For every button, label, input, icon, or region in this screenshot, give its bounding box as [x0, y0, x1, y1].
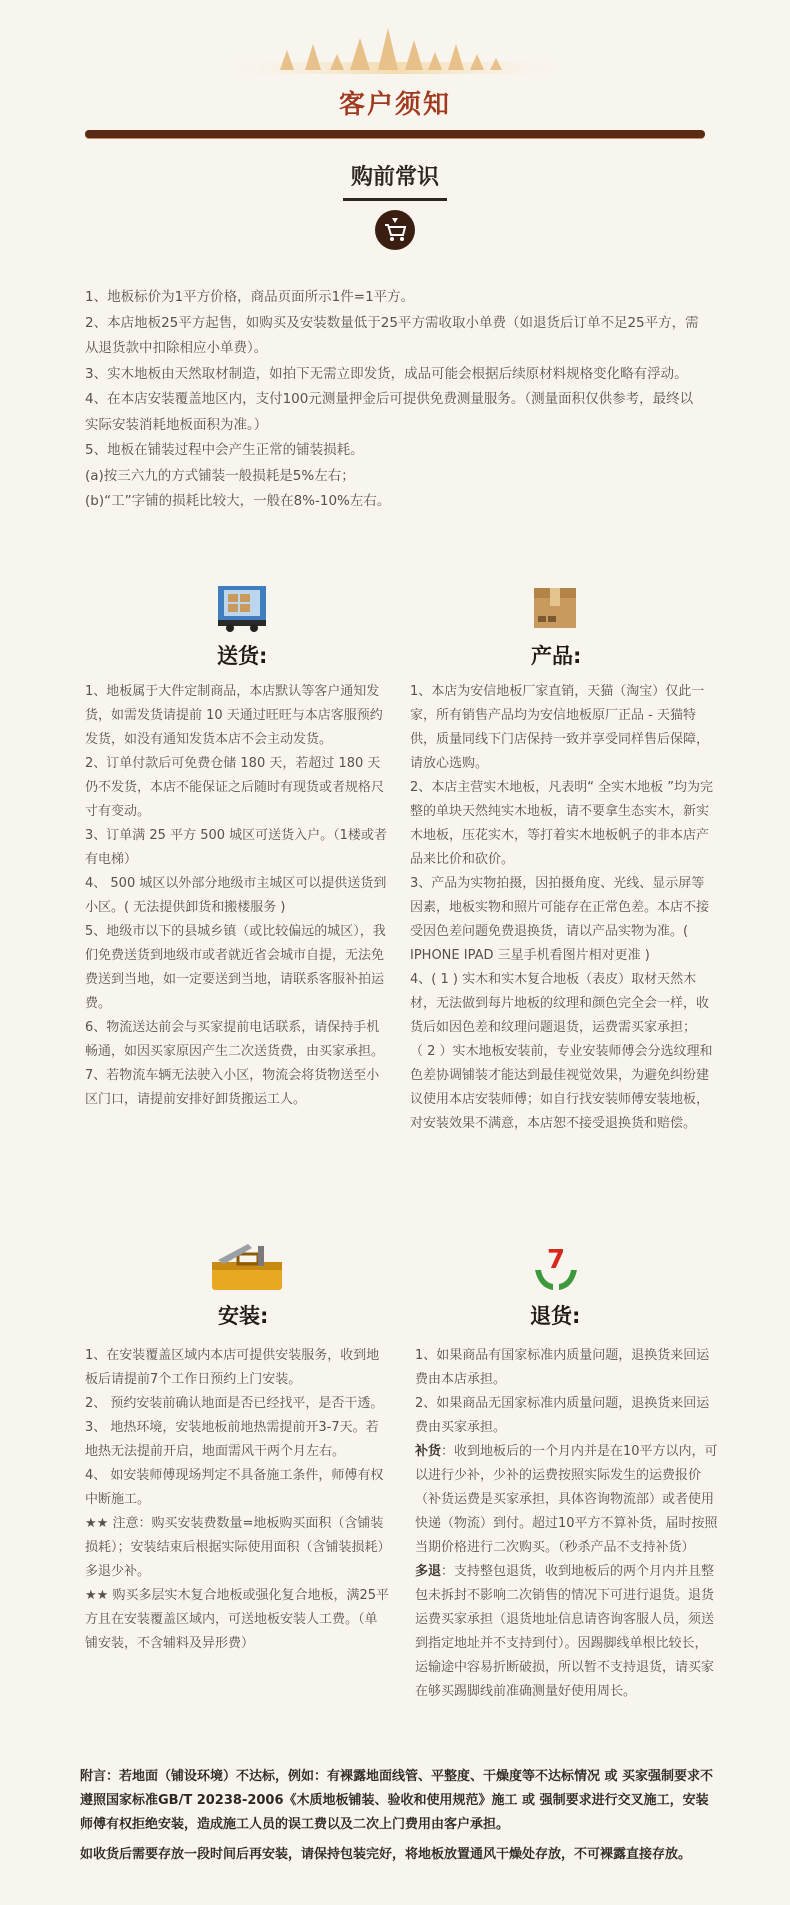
product-line: 4、( 1 ) 实木和实木复合地板（表皮）取材天然木材，无法做到每片地板的纹理和颜色完全会一样，收货后如因色差和纹理问题退货，运费需买家承担； — [410, 972, 710, 1035]
install-line: 1、在安装覆盖区域内本店可提供安装服务，收到地板后请提前7个工作日预约上门安装。 — [85, 1348, 380, 1387]
supplement-text: ：收到地板后的一个月内并是在10平方以内，可以进行少补，少补的运费按照实际发生的运费报价（补货运费是买家承担，具体咨询物流部）或者使用快递（物流）到付。超过10平方不算补货，届时按照当期价格进行二次购买。（秒杀产品不支持补货） — [415, 1444, 718, 1555]
shipping-title — [217, 640, 267, 670]
product-line: 3、产品为实物拍摄，因拍摄角度、光线、显示屏等因素，地板实物和照片可能存在正常色差。本店不接受因色差问题免费退换货，请以产品实物为准。( IPHONE IPAD 三星手机看图片相对更准 ) — [410, 876, 710, 963]
install-title-text: 安装 — [218, 1304, 260, 1328]
product-line: 1、本店为安信地板厂家直销，天猫（淘宝）仅此一家，所有销售产品均为安信地板原厂正品 - 天猫特供，质量同线下门店保持一致并享受同样售后保障，请放心选购。 — [410, 684, 710, 771]
returns-list — [415, 1344, 720, 1704]
install-note: ★★ 购买多层实木复合地板或强化复合地板，满25平方且在安装覆盖区域内，可送地板安装人工费。（单铺安装，不含辅料及异形费） — [85, 1588, 389, 1651]
returns-title-colon: : — [572, 1304, 581, 1328]
install-title — [218, 1300, 268, 1330]
shipping-line: 5、地级市以下的县城乡镇（或比较偏远的城区），我们免费送货到地级市或者就近省会城市自提，无法免费送到当地，如一定要送到当地，请联系客服补拍运费。 — [85, 924, 386, 1011]
shipping-line: 3、订单满 25 平方 500 城区可送货入户。（1楼或者有电梯） — [85, 828, 387, 867]
returns-line: 1、如果商品有国家标准内质量问题，退换货来回运费由本店承担。 — [415, 1348, 710, 1387]
page-title: 客户须知 — [338, 90, 451, 120]
subtitle-underline — [343, 198, 447, 201]
shipping-line: 6、物流送达前会与买家提前电话联系，请保持手机畅通，如因买家原因产生二次送货费，由买家承担。 — [85, 1020, 385, 1059]
install-line: 3、 地热环境，安装地板前地热需提前开3-7天。若地热无法提前开启，地面需风干两个月左右。 — [85, 1420, 379, 1459]
box-icon — [530, 582, 580, 632]
section-subtitle: 购前常识 — [350, 165, 439, 190]
hands-seven-icon — [531, 1240, 581, 1295]
returns-title — [530, 1300, 580, 1330]
install-title-colon: : — [260, 1304, 269, 1328]
refund-paragraph — [415, 1560, 720, 1704]
supplement-label: 补货 — [415, 1444, 442, 1459]
shipping-list — [85, 680, 390, 1112]
intro-line: 1、地板标价为1平方价格，商品页面所示1件=1平方。 — [85, 289, 415, 305]
shipping-title-text: 送货 — [217, 644, 259, 668]
intro-line: (a)按三六九的方式铺装一般损耗是5%左右； — [85, 467, 355, 484]
install-line: 4、 如安装师傅现场判定不具备施工条件，师傅有权中断施工。 — [85, 1468, 384, 1507]
product-title-text: 产品 — [531, 644, 573, 668]
trees-decoration — [220, 20, 570, 80]
shipping-title-colon: : — [259, 644, 268, 668]
install-line: 2、 预约安装前确认地面是否已经找平，是否干透。 — [85, 1396, 384, 1411]
product-line: 2、本店主营实木地板，凡表明“ 全实木地板 ”均为完整的单块天然纯实木地板，请不要拿生态实木，新实木地板，压花实木，等打着实木地板帆子的非本店产品来比价和砍价。 — [410, 780, 714, 867]
product-title-colon: : — [573, 644, 582, 668]
intro-line: 2、本店地板25平方起售，如购买及安装数量低于25平方需收取小单费（如退货后订单不足25平方，需从退货款中扣除相应小单费）。 — [85, 314, 699, 356]
title-divider — [85, 130, 705, 138]
supplement-paragraph — [415, 1440, 720, 1560]
intro-line: 4、在本店安装覆盖地区内，支付100元测量押金后可提供免费测量服务。（测量面积仅供参考，最终以实际安装消耗地板面积为准。） — [85, 391, 694, 433]
product-line: （ 2 ）实木地板安装前，专业安装师傅会分选纹理和色差协调铺装才能达到最佳视觉效果，为避免纠纷建议使用本店安装师傅；如自行找安装师傅安装地板，对安装效果不满意，本店恕不接受退换货和赔偿。 — [410, 1044, 713, 1131]
footer-note-2: 如收货后需要存放一段时间后再安装，请保持包装完好，将地板放置通风干燥处存放，不可裸露直接存放。 — [80, 1847, 692, 1862]
intro-list — [85, 285, 705, 515]
product-title — [531, 640, 581, 670]
install-note: ★★ 注意：购买安装费数量=地板购买面积（含铺装损耗）；安装结束后根据实际使用面积（含铺装损耗）多退少补。 — [85, 1516, 385, 1579]
returns-title-text: 退货 — [530, 1304, 572, 1328]
svg-text:7: 7 — [547, 1245, 566, 1275]
product-list — [410, 680, 715, 1136]
footer-note-1: 附言：若地面（铺设环境）不达标，例如：有裸露地面线管、平整度、干燥度等不达标情况 或 买家强制要求不遵照国家标准GB/T 20238-2006《木质地板铺装、验收和使用规范》施工 或 强制要求进行交叉施工，安装师傅有权拒绝安装，造成施工人员的误工费以及二次上门费用由客户承担。 — [80, 1769, 714, 1832]
shopping-cart-icon — [375, 210, 415, 250]
intro-line: 5、地板在铺装过程中会产生正常的铺装损耗。 — [85, 442, 364, 458]
returns-line: 2、如果商品无国家标准内质量问题，退换货来回运费由买家承担。 — [415, 1396, 710, 1435]
intro-line: (b)“工”字铺的损耗比较大，一般在8%-10%左右。 — [85, 493, 391, 509]
refund-label: 多退 — [415, 1564, 442, 1579]
shipping-line: 2、订单付款后可免费仓储 180 天，若超过 180 天仍不发货，本店不能保证之后随时有现货或者规格尺寸有变动。 — [85, 756, 385, 819]
refund-text: ：支持整包退货，收到地板后的两个月内并且整包未拆封不影响二次销售的情况下可进行退货。退货运费买家承担（退货地址信息请咨询客服人员，须送到指定地址并不支持到付）。因踢脚线单根比较长，运输途中容易折断破损，所以暂不支持退货，请买家在够买踢脚线前准确测量好使用周长。 — [415, 1564, 715, 1699]
toolbox-icon — [208, 1240, 290, 1295]
truck-icon — [216, 582, 266, 632]
install-list — [85, 1344, 390, 1656]
intro-line: 3、实木地板由天然取材制造，如拍下无需立即发货，成品可能会根据后续原材料规格变化略有浮动。 — [85, 365, 688, 382]
footer-notes — [80, 1765, 715, 1873]
shipping-line: 4、 500 城区以外部分地级市主城区可以提供送货到小区。( 无法提供卸货和搬楼服务 ) — [85, 876, 387, 915]
shipping-line: 1、地板属于大件定制商品，本店默认等客户通知发货，如需发货请提前 10 天通过旺旺与本店客服预约发货，如没有通知发货本店不会主动发货。 — [85, 684, 383, 747]
shipping-line: 7、若物流车辆无法驶入小区，物流会将货物送至小区门口，请提前安排好卸货搬运工人。 — [85, 1068, 380, 1107]
cart-badge — [375, 210, 415, 250]
